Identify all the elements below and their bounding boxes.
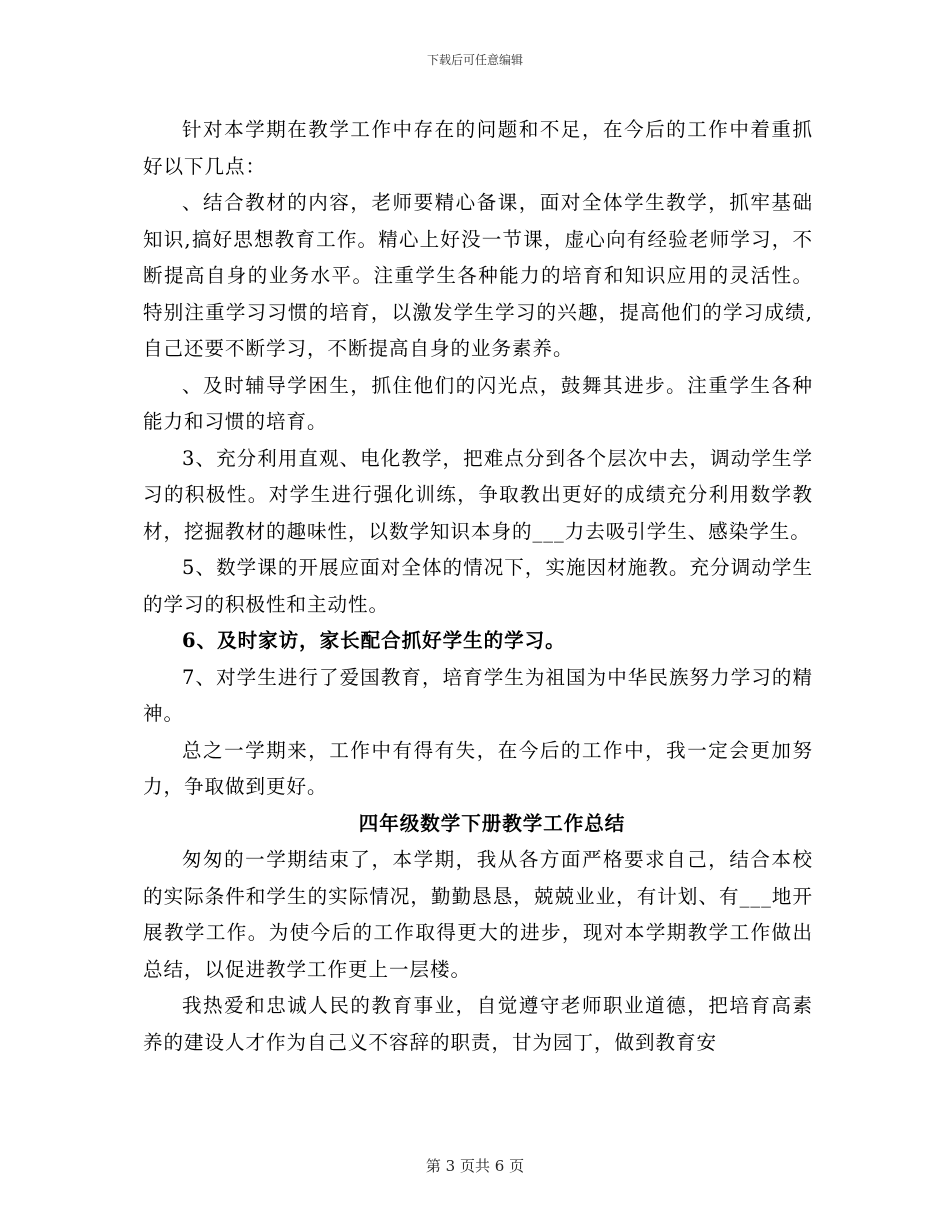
paragraph-conclusion: 总之一学期来，工作中有得有失，在今后的工作中，我一定会更加努力，争取做到更好。 (143, 738, 813, 798)
page-footer: 第 3 页共 6 页 (425, 1157, 525, 1175)
section-paragraph-ethics: 我热爱和忠诚人民的教育事业，自觉遵守老师职业道德，把培育高素养的建设人才作为自己义不容辞的职责，甘为园丁，做到教育安 (143, 994, 813, 1054)
paragraph-item-5: 5、数学课的开展应面对全体的情况下，实施因材施教。充分调动学生的学习的积极性和主动性。 (143, 556, 813, 616)
section-title: 四年级数学下册教学工作总结 (358, 811, 626, 835)
paragraph-item-lesson-prep: 、结合教材的内容，老师要精心备课，面对全体学生教学，抓牢基础知识,搞好思想教育工作。精心上好没一节课，虚心向有经验老师学习，不断提高自身的业务水平。注重学生各种能力的培育和知识应用的灵活性。特别注重学习习惯的培育，以激发学生学习的兴趣，提高他们的学习成绩,自己还要不断学习，不断提高自身的业务素养。 (143, 191, 813, 360)
paragraph-intro: 针对本学期在教学工作中存在的问题和不足，在今后的工作中着重抓好以下几点： (143, 118, 813, 178)
document-body (143, 112, 813, 1061)
paragraph-item-3: 3、充分利用直观、电化教学，把难点分到各个层次中去，调动学生学习的积极性。对学生进行强化训练，争取教出更好的成绩充分利用数学教材，挖掘教材的趣味性，以数学知识本身的___力去吸引学生、感染学生。 (143, 446, 813, 543)
paragraph-item-6: 6、及时家访，家长配合抓好学生的学习。 (182, 629, 566, 652)
page-header: 下载后可任意编辑 (426, 53, 523, 67)
section-paragraph-opening: 匆匆的一学期结束了，本学期，我从各方面严格要求自己，结合本校的实际条件和学生的实际情况，勤勤恳恳，兢兢业业，有计划、有___地开展教学工作。为使今后的工作取得更大的进步，现对本学期教学工作做出总结，以促进教学工作更上一层楼。 (143, 848, 813, 981)
paragraph-item-7: 7、对学生进行了爱国教育，培育学生为祖国为中华民族努力学习的精神。 (143, 665, 813, 725)
paragraph-item-tutoring: 、及时辅导学困生，抓住他们的闪光点，鼓舞其进步。注重学生各种能力和习惯的培育。 (143, 373, 813, 433)
